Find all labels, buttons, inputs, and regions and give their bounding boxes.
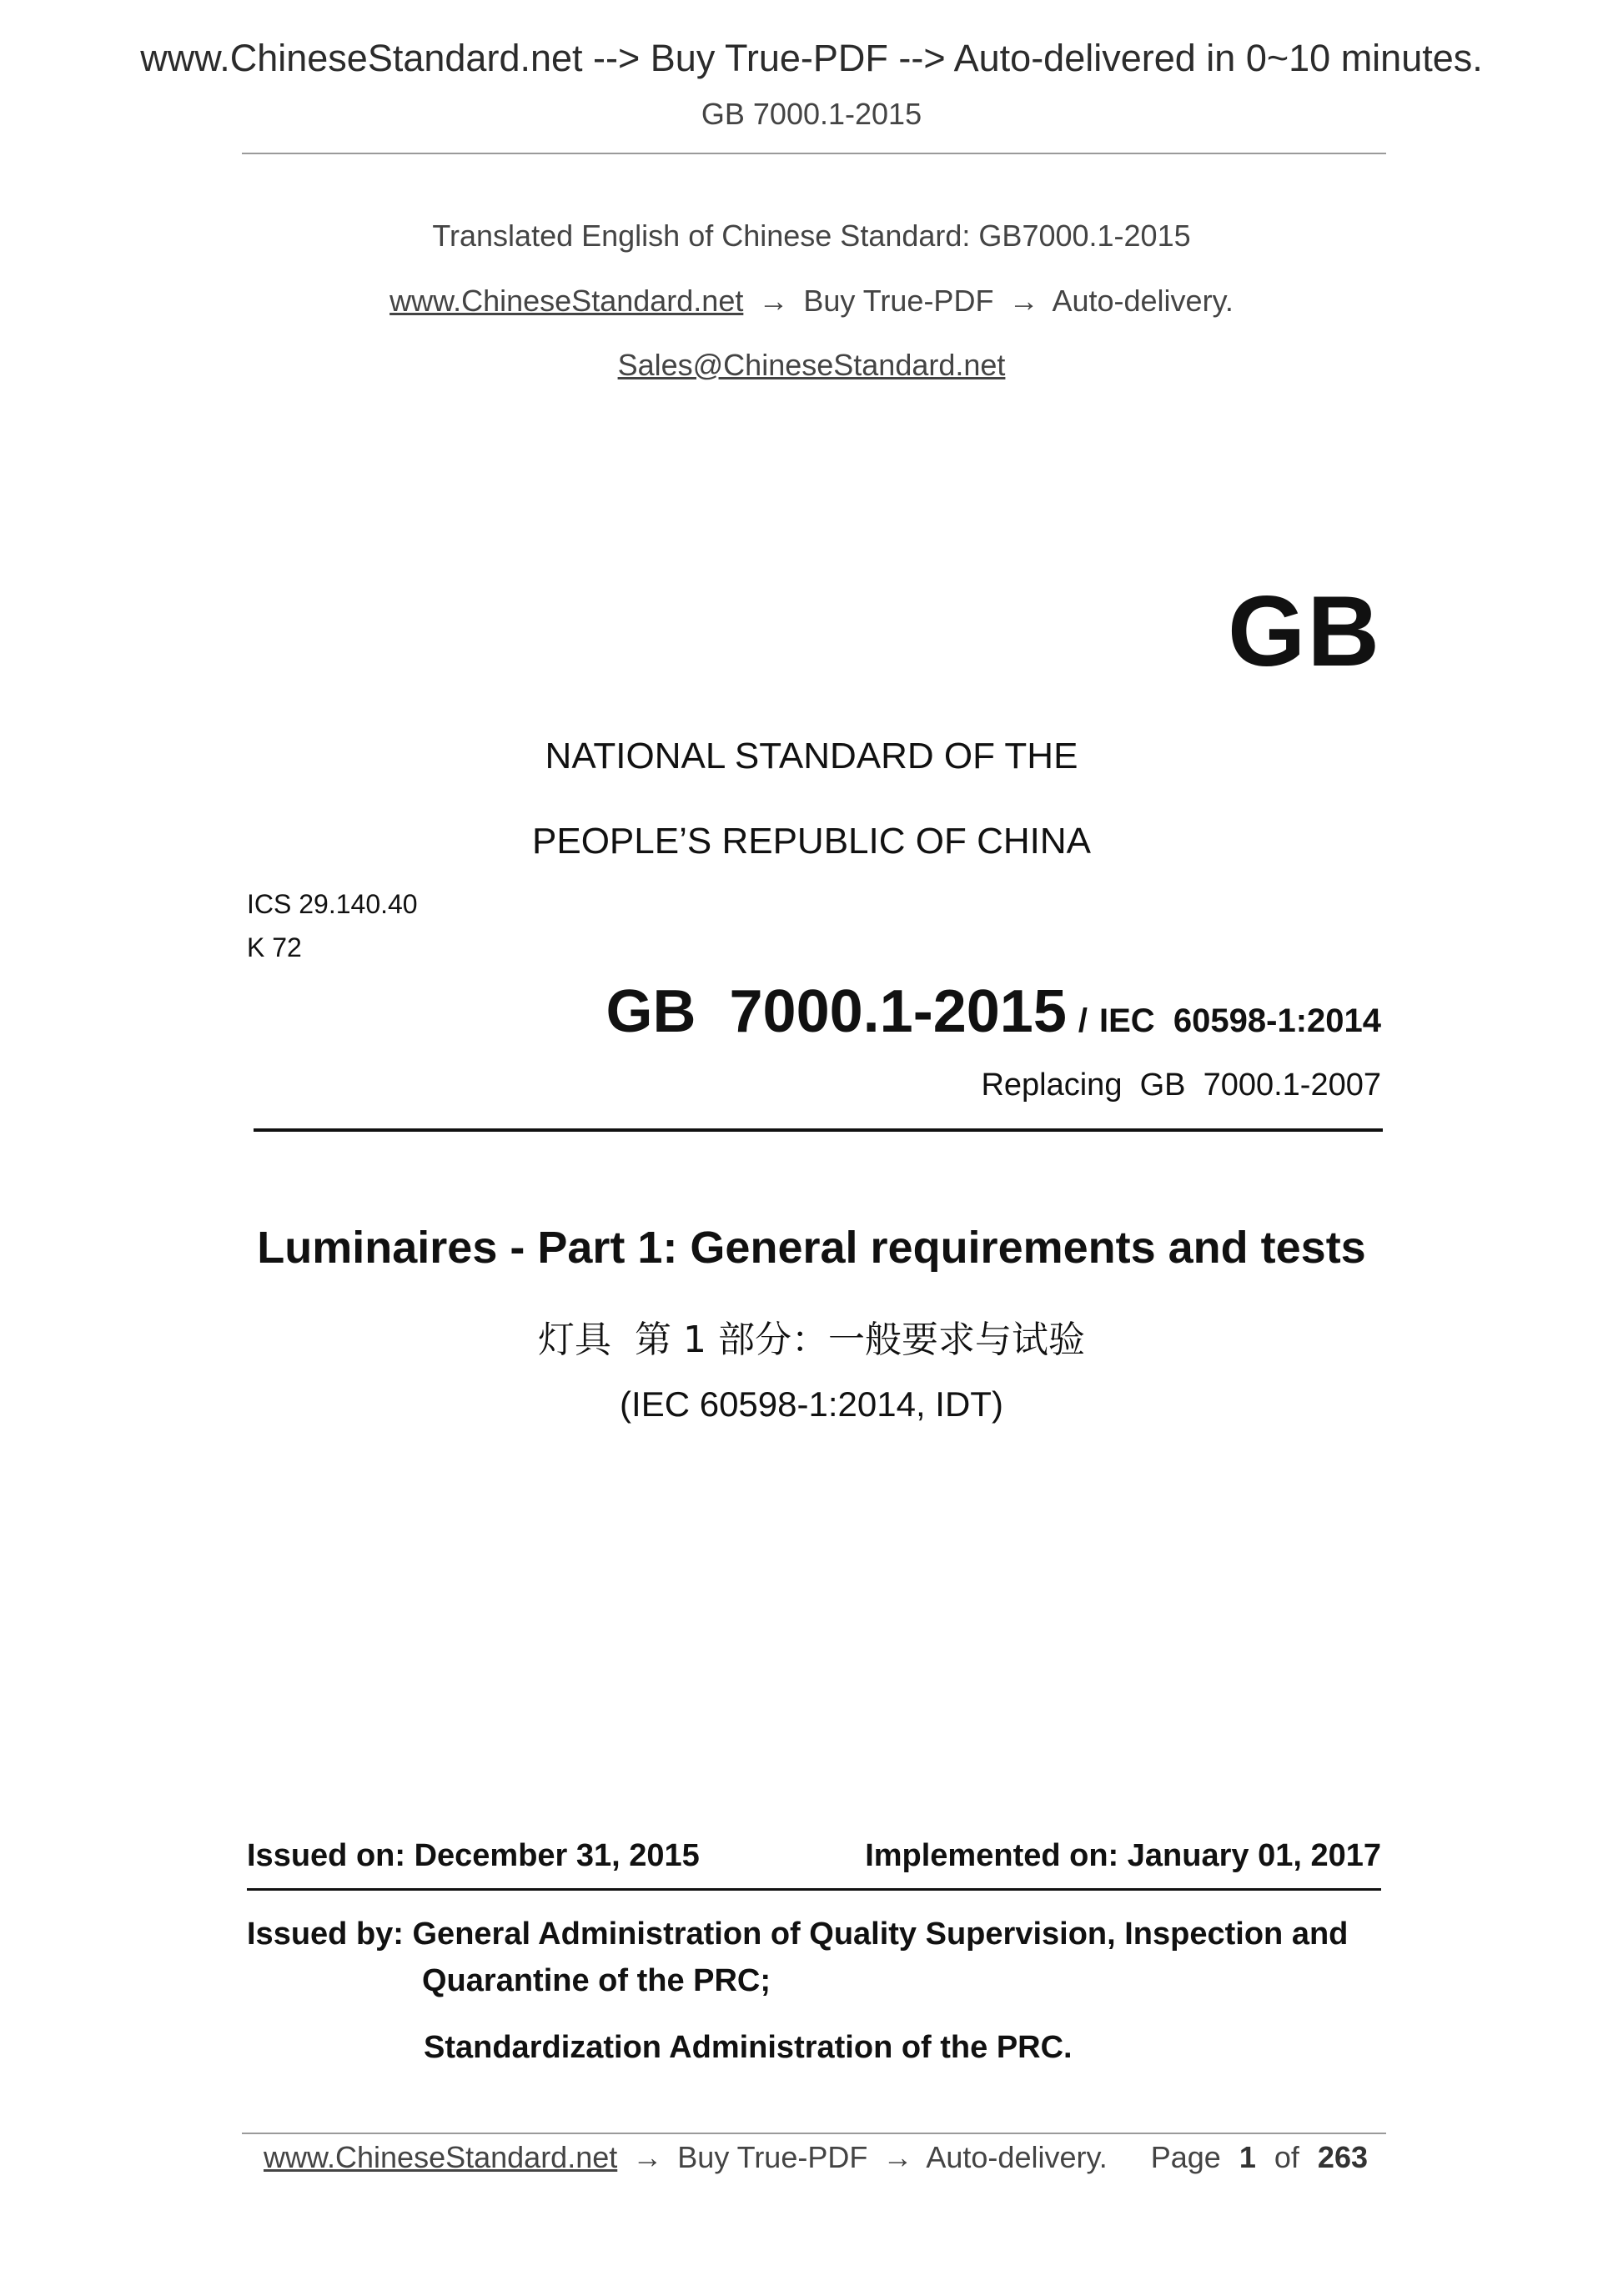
arrow-right-icon: → xyxy=(882,2140,913,2174)
document-title-chinese: 灯具 第 1 部分：一般要求与试验 xyxy=(538,1319,1085,1361)
national-standard-line2: PEOPLE’S REPUBLIC OF CHINA xyxy=(532,821,1091,862)
page-total: 263 xyxy=(1317,2140,1368,2174)
standard-number: GB 7000.1-2015 xyxy=(605,978,1067,1045)
sales-email-link[interactable]: Sales@ChineseStandard.net xyxy=(617,348,1006,382)
issued-on-date: Issued on: December 31, 2015 xyxy=(247,1838,700,1873)
footer-delivery-text: Auto-delivery. xyxy=(926,2140,1108,2174)
arrow-right-icon: → xyxy=(632,2140,663,2174)
translated-notice: Translated English of Chinese Standard: GB7000.1-2015 xyxy=(432,219,1191,253)
promo-link-line xyxy=(0,284,1623,319)
header-divider xyxy=(242,153,1386,154)
identical-adoption-note: (IEC 60598-1:2014, IDT) xyxy=(620,1384,1003,1424)
of-label: of xyxy=(1274,2140,1299,2174)
issued-by-line: Issued by: General Administration of Quality Supervision, Inspection and xyxy=(247,1917,1349,1952)
page-number: 1 xyxy=(1239,2140,1256,2174)
classification-code: K 72 xyxy=(247,932,302,962)
arrow-right-icon: → xyxy=(758,284,789,318)
buy-pdf-text: Buy True-PDF xyxy=(803,284,994,318)
implemented-on-date: Implemented on: January 01, 2017 xyxy=(865,1838,1381,1873)
title-divider xyxy=(254,1128,1383,1132)
header-banner: www.ChineseStandard.net --> Buy True-PDF --> Auto-delivered in 0~10 minutes. xyxy=(140,37,1483,79)
ics-code: ICS 29.140.40 xyxy=(247,889,418,919)
footer-site-link[interactable]: www.ChineseStandard.net xyxy=(264,2140,618,2174)
footer-divider xyxy=(242,2133,1386,2134)
national-standard-line1: NATIONAL STANDARD OF THE xyxy=(545,736,1078,776)
email-line xyxy=(0,348,1623,383)
footer-buy-text: Buy True-PDF xyxy=(677,2140,868,2174)
issued-by-second-org: Standardization Administration of the PRC. xyxy=(424,2030,1073,2065)
document-title-english: Luminaires - Part 1: General requirements and tests xyxy=(257,1223,1366,1273)
auto-delivery-text: Auto-delivery. xyxy=(1052,284,1234,318)
gb-logo: GB xyxy=(1228,575,1381,687)
footer-link-line xyxy=(264,2140,1108,2175)
issued-by-continuation: Quarantine of the PRC; xyxy=(422,1963,771,1998)
issue-divider xyxy=(247,1888,1381,1891)
iec-equivalent: IEC 60598-1:2014 xyxy=(1098,1002,1381,1039)
page-label: Page xyxy=(1150,2140,1221,2174)
header-standard-number: GB 7000.1-2015 xyxy=(701,97,922,131)
standard-separator: / xyxy=(1078,1002,1088,1039)
replacing-standard: Replacing GB 7000.1-2007 xyxy=(981,1068,1381,1103)
site-link[interactable]: www.ChineseStandard.net xyxy=(389,284,744,318)
arrow-right-icon: → xyxy=(1008,284,1039,318)
page-indicator xyxy=(1151,2140,1368,2175)
standard-number-line xyxy=(605,977,1381,1046)
